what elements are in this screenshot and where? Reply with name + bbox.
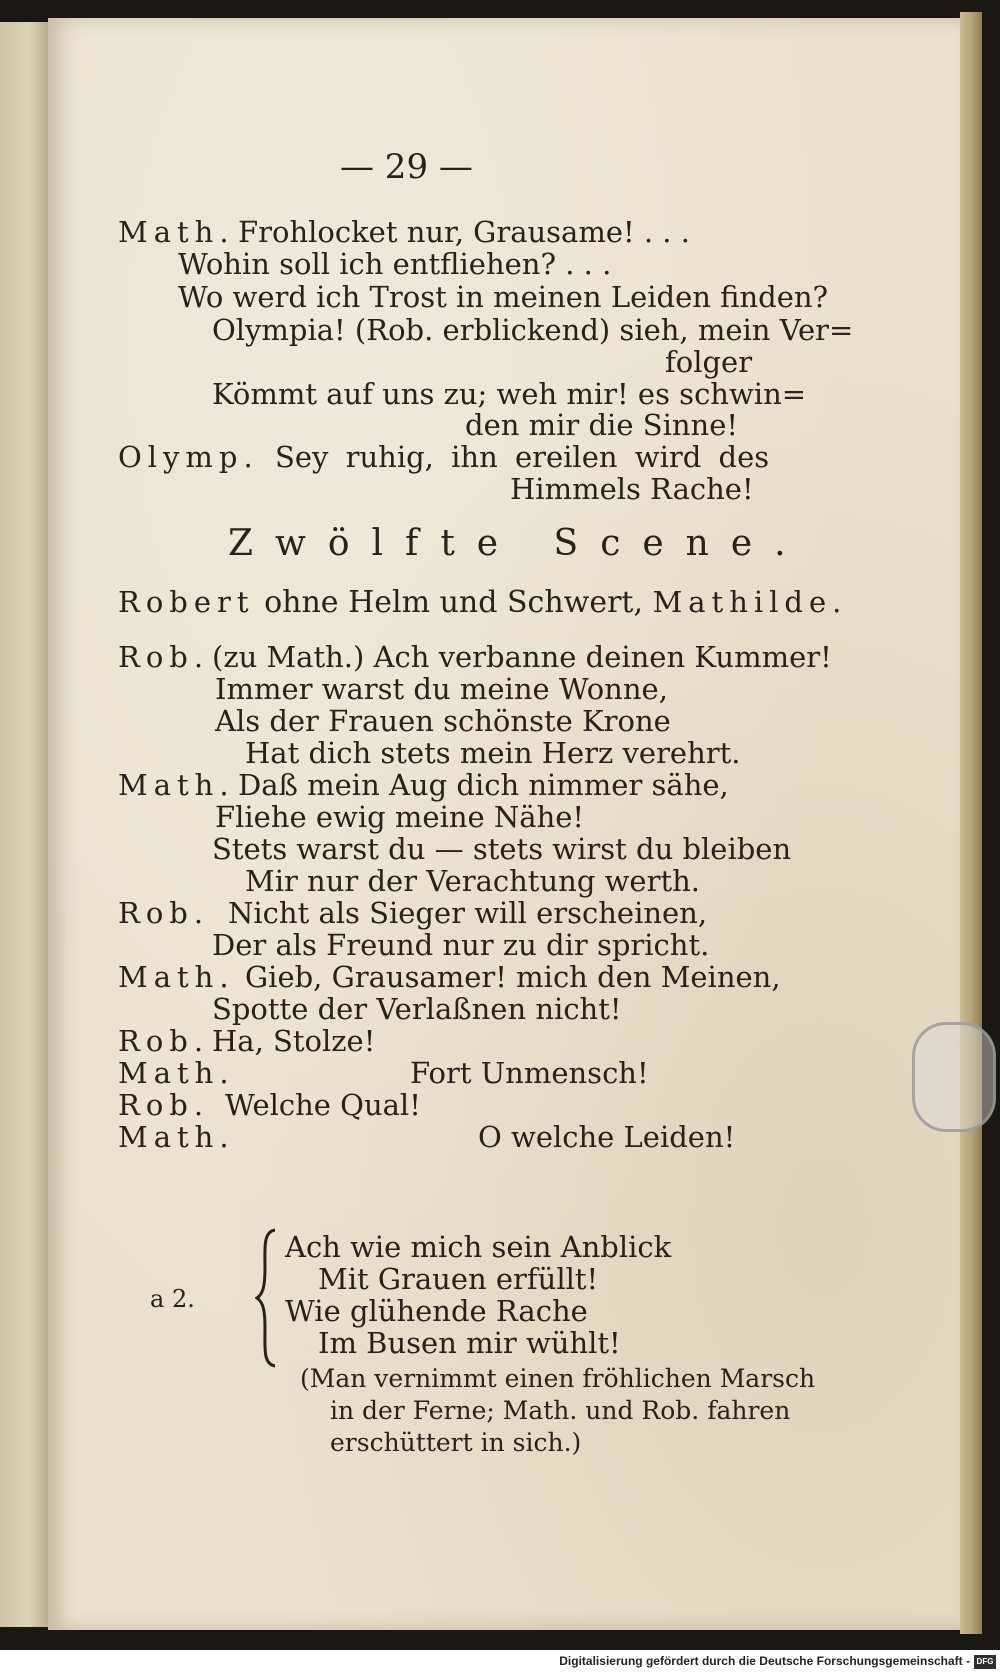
verse-line: Himmels Rache! [510,472,754,506]
verse-line: O welche Leiden! [478,1120,736,1154]
duet-line: Wie glühende Rache [285,1294,588,1328]
footer-bar [0,1650,1000,1675]
verse-line: Ha, Stolze! [212,1024,376,1058]
verse-line: Sey ruhig, ihn ereilen wird des [275,440,770,474]
scene-heading: Zwölfte Scene. [228,523,808,564]
verse-line: (zu Math.) Ach verbanne deinen Kummer! [212,640,832,674]
verse-line: Gieb, Grausamer! mich den Meinen, [245,960,781,994]
speaker-label: Math. [118,960,235,994]
verse-line: folger [665,345,753,379]
verse-line: Fort Unmensch! [410,1056,649,1090]
page-number: — 29 — [340,147,473,187]
verse-line: Mir nur der Verachtung werth. [245,864,700,898]
verse-line: Spotte der Verlaßnen nicht! [212,992,622,1026]
cast-description: ohne Helm und Schwert, [264,585,644,620]
verse-line: Wohin soll ich entfliehen? . . . [178,247,612,281]
cast-speaker: Mathilde. [652,585,848,619]
verse-line: Welche Qual! [225,1088,421,1122]
facing-page-edge [0,22,48,1627]
verse-line: Stets warst du — stets wirst du bleiben [212,832,792,866]
footer-credit: Digitalisierung gefördert durch die Deutsche Forschungsgemeinschaft - [559,1654,970,1668]
page-fore-edge [960,12,982,1634]
verse-line: Kömmt auf uns zu; weh mir! es schwin= [212,377,807,411]
duet-line: Mit Grauen erfüllt! [318,1262,599,1296]
stage-direction-line: in der Ferne; Math. und Rob. fahren [330,1396,791,1425]
curly-brace-icon [255,1228,277,1368]
speaker-label: Rob. [118,1088,210,1122]
speaker-label: Olymp. [118,440,259,474]
speaker-label: Rob. [118,640,210,674]
speaker-label: Math. [118,768,235,802]
speaker-label: Math. [118,1120,235,1154]
cast-speaker: Robert [118,585,255,619]
duet-line: Im Busen mir wühlt! [318,1326,621,1360]
stage-direction-line: erschüttert in sich.) [330,1428,582,1457]
dfg-logo: DFG [974,1655,996,1669]
verse-line: Wo werd ich Trost in meinen Leiden finden? [178,280,829,314]
page-clip [912,1022,996,1132]
speaker-label: Rob. [118,896,210,930]
stage-direction-line: (Man vernimmt einen fröhlichen Marsch [300,1364,816,1393]
duet-label: a 2. [150,1285,195,1313]
verse-line: Immer warst du meine Wonne, [215,672,668,706]
verse-line: Daß mein Aug dich nimmer sähe, [238,768,729,802]
speaker-label: Math. [118,215,235,249]
cast-line [118,585,847,620]
verse-line: den mir die Sinne! [465,408,739,442]
verse-line: Frohlocket nur, Grausame! . . . [238,215,690,249]
speaker-label: Rob. [118,1024,210,1058]
verse-line: Nicht als Sieger will erscheinen, [228,896,708,930]
verse-line: Fliehe ewig meine Nähe! [215,800,585,834]
verse-line: Der als Freund nur zu dir spricht. [212,928,710,962]
verse-line: Olympia! (Rob. erblickend) sieh, mein Ver= [212,313,854,347]
verse-line: Als der Frauen schönste Krone [215,704,671,738]
duet-line: Ach wie mich sein Anblick [285,1230,672,1264]
speaker-label: Math. [118,1056,235,1090]
verse-line: Hat dich stets mein Herz verehrt. [245,736,741,770]
